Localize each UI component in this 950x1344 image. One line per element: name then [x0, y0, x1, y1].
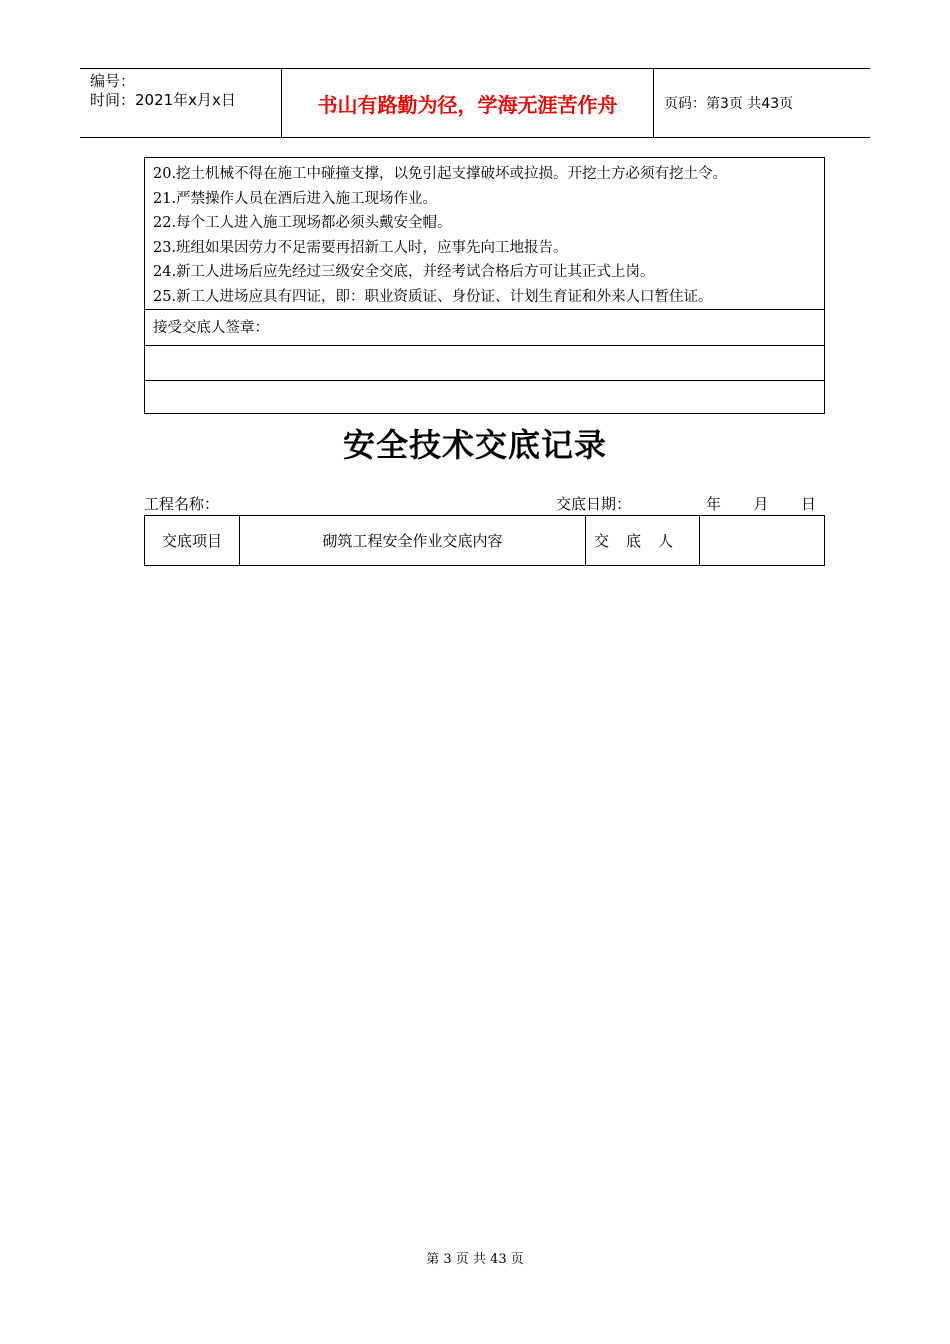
blank-signature-row — [145, 380, 824, 415]
page-title: 安全技术交底记录 — [342, 426, 607, 464]
header-page-info: 页码：第3页 共43页 — [664, 96, 794, 112]
item-value-cell: 砌筑工程安全作业交底内容 — [240, 516, 586, 565]
rule-item: 24.新工人进场后应先经过三级安全交底，并经考试合格后方可让其正式上岗。 — [153, 264, 655, 281]
rule-item: 22.每个工人进入施工现场都必须头戴安全帽。 — [153, 215, 452, 232]
signature-row: 接受交底人签章： — [145, 309, 824, 345]
blank-signature-row — [145, 345, 824, 380]
rule-item: 23.班组如果因劳力不足需要再招新工人时，应事先向工地报告。 — [153, 239, 568, 256]
year-label: 年 — [706, 495, 722, 513]
person-value-cell — [700, 516, 824, 565]
document-header — [80, 68, 870, 138]
rule-item: 25.新工人进场应具有四证，即：职业资质证、身份证、计划生育证和外来人口暂住证。 — [153, 288, 713, 305]
day-label: 日 — [800, 495, 816, 513]
rule-item: 21.严禁操作人员在酒后进入施工现场作业。 — [153, 190, 438, 207]
time-label: 时间：2021年x月x日 — [90, 91, 236, 109]
project-name-label: 工程名称： — [144, 495, 220, 513]
month-label: 月 — [753, 495, 769, 513]
rules-table — [144, 157, 825, 414]
rules-list — [145, 158, 824, 309]
disclosure-table — [144, 515, 825, 566]
header-meta — [80, 69, 282, 137]
number-label: 编号： — [90, 72, 136, 90]
header-motto: 书山有路勤为径，学海无涯苦作舟 — [282, 69, 654, 137]
date-label: 交底日期： — [556, 495, 632, 513]
date-fields — [706, 493, 816, 514]
person-label-cell: 交 底 人 — [586, 516, 700, 565]
item-label-cell: 交底项目 — [145, 516, 240, 565]
page-footer: 第 3 页 共 43 页 — [426, 1252, 524, 1267]
rule-item: 20.挖土机械不得在施工中碰撞支撑，以免引起支撑破坏或拉损。开挖土方必须有挖土令。 — [153, 166, 728, 182]
